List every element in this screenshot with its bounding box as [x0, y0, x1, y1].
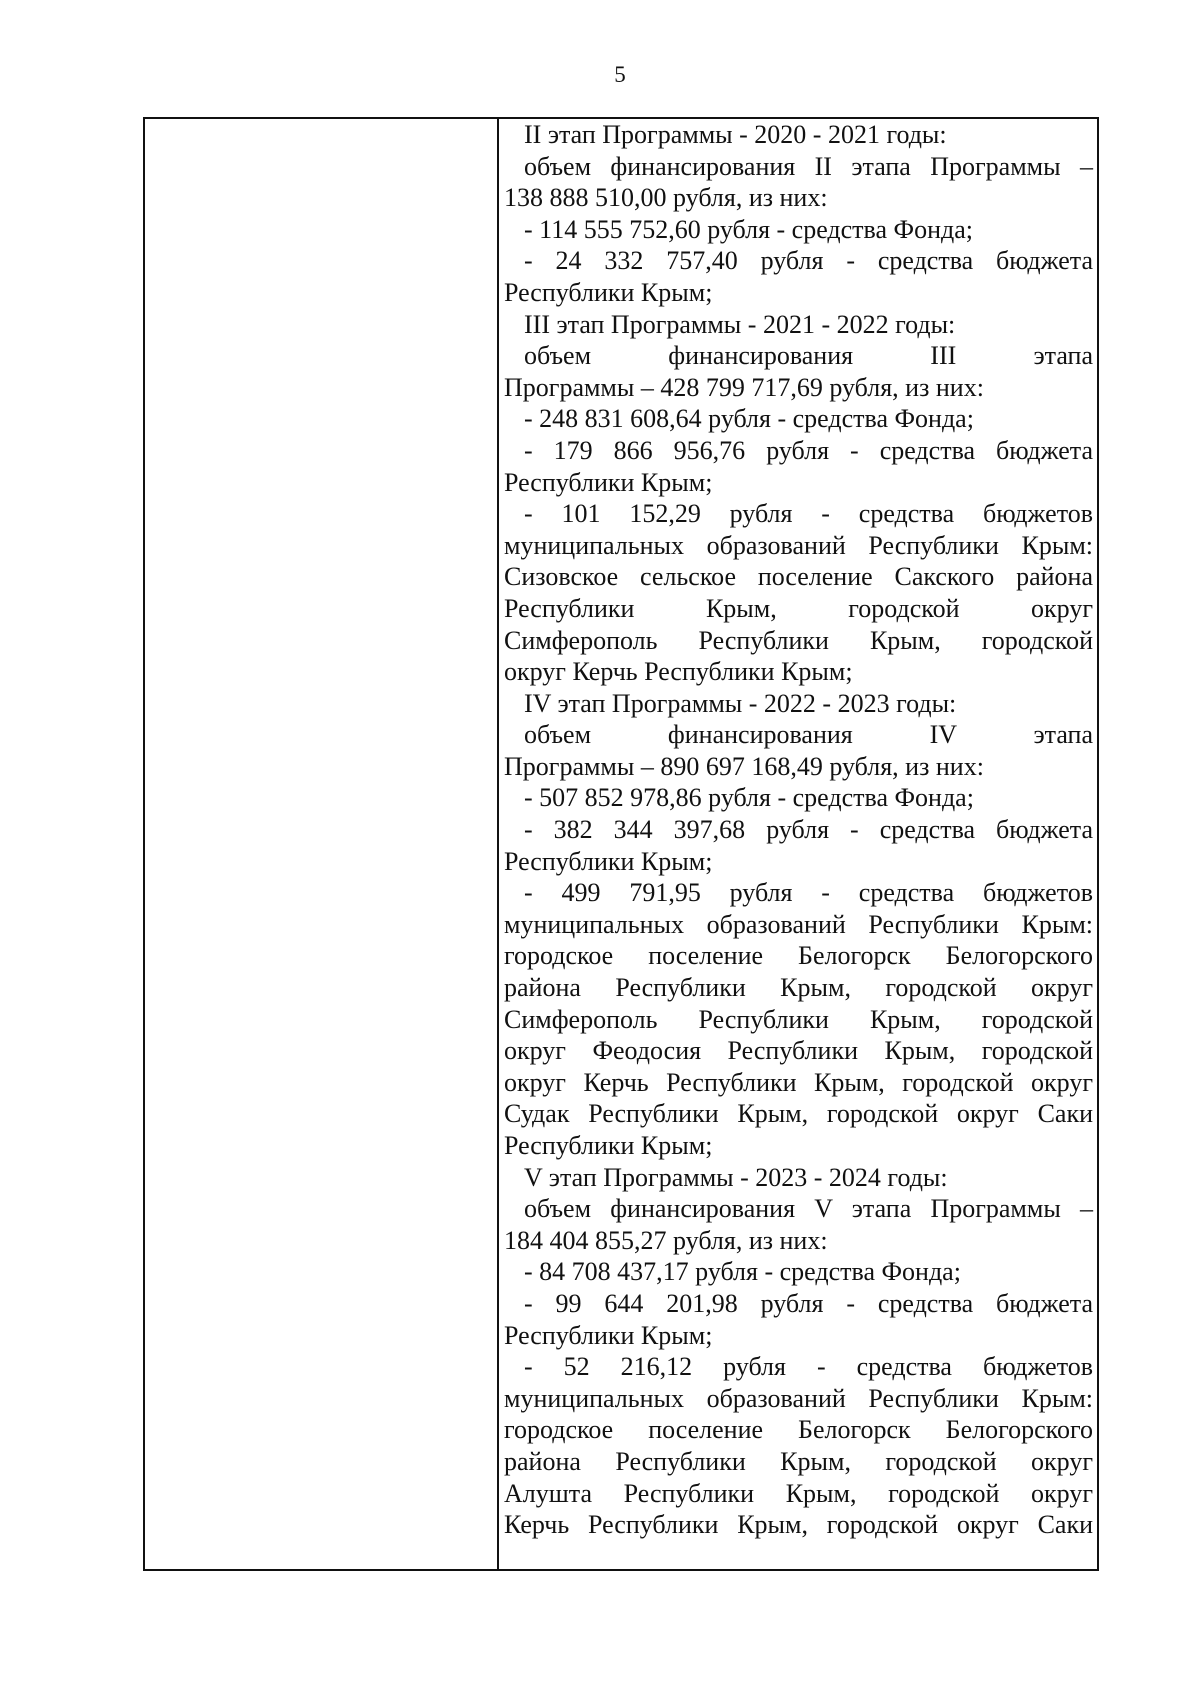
- text-line: Симферополь Республики Крым, городской: [504, 625, 1093, 655]
- text-line: городское поселение Белогорск Белогорского: [504, 941, 1093, 971]
- text-line: объем финансирования II этапа Программы –: [524, 151, 1093, 181]
- text-line: муниципальных образований Республики Крым:: [504, 1383, 1093, 1413]
- text-line: Республики Крым;: [504, 277, 713, 307]
- text-line: муниципальных образований Республики Крым:: [504, 909, 1093, 939]
- text-line: городское поселение Белогорск Белогорского: [504, 1415, 1093, 1445]
- text-line: объем финансирования IV этапа: [524, 720, 1093, 750]
- text-line: района Республики Крым, городской округ: [504, 973, 1093, 1003]
- text-line: - 507 852 978,86 рубля - средства Фонда;: [524, 783, 974, 813]
- text-line: округ Феодосия Республики Крым, городской: [504, 1036, 1093, 1066]
- text-line: Сизовское сельское поселение Сакского района: [504, 562, 1093, 592]
- program-funding-table: [143, 117, 1099, 1571]
- text-line: Республики Крым;: [504, 1320, 713, 1350]
- text-line: 138 888 510,00 рубля, из них:: [504, 183, 828, 213]
- page-number: 5: [614, 62, 626, 87]
- text-line: округ Керчь Республики Крым, городской округ: [504, 1067, 1093, 1097]
- text-line: - 24 332 757,40 рубля - средства бюджета: [524, 246, 1093, 276]
- text-line: района Республики Крым, городской округ: [504, 1446, 1093, 1476]
- text-line: - 179 866 956,76 рубля - средства бюджета: [524, 435, 1093, 465]
- text-line: Судак Республики Крым, городской округ Саки: [504, 1099, 1093, 1129]
- text-line: - 499 791,95 рубля - средства бюджетов: [524, 878, 1093, 908]
- text-line: - 248 831 608,64 рубля - средства Фонда;: [524, 404, 974, 434]
- text-line: - 101 152,29 рубля - средства бюджетов: [524, 499, 1093, 529]
- text-line: - 114 555 752,60 рубля - средства Фонда;: [524, 214, 973, 244]
- text-line: - 52 216,12 рубля - средства бюджетов: [524, 1352, 1093, 1382]
- text-line: муниципальных образований Республики Крым:: [504, 530, 1093, 560]
- text-line: объем финансирования V этапа Программы –: [524, 1194, 1093, 1224]
- text-line: объем финансирования III этапа: [524, 341, 1093, 371]
- text-line: - 84 708 437,17 рубля - средства Фонда;: [524, 1257, 961, 1287]
- table-right-cell: [499, 119, 1097, 1569]
- text-line: IV этап Программы - 2022 - 2023 годы:: [524, 688, 957, 718]
- text-line: округ Керчь Республики Крым;: [504, 657, 853, 687]
- text-line: II этап Программы - 2020 - 2021 годы:: [524, 120, 947, 149]
- text-line: Симферополь Республики Крым, городской: [504, 1004, 1093, 1034]
- text-line: Республики Крым;: [504, 1131, 713, 1160]
- text-line: Республики Крым;: [504, 846, 713, 876]
- text-line: Программы – 428 799 717,69 рубля, из них:: [504, 372, 984, 402]
- text-line: - 382 344 397,68 рубля - средства бюджета: [524, 815, 1093, 845]
- text-line: Керчь Республики Крым, городской округ Саки: [504, 1510, 1093, 1540]
- text-line: Республики Крым;: [504, 467, 713, 497]
- text-line: III этап Программы - 2021 - 2022 годы:: [524, 309, 956, 339]
- text-line: - 99 644 201,98 рубля - средства бюджета: [524, 1288, 1093, 1318]
- text-line: Республики Крым, городской округ: [504, 593, 1093, 623]
- text-line: 184 404 855,27 рубля, из них:: [504, 1225, 828, 1255]
- table-left-cell: [145, 119, 499, 1569]
- text-line: Алушта Республики Крым, городской округ: [504, 1478, 1093, 1508]
- text-line: Программы – 890 697 168,49 рубля, из них:: [504, 751, 984, 781]
- text-line: V этап Программы - 2023 - 2024 годы:: [524, 1162, 948, 1192]
